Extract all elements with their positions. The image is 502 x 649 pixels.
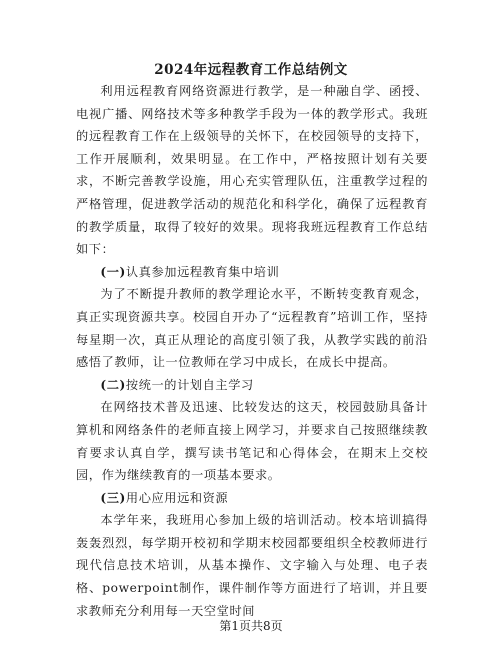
page-footer: 第1页共8页 [219, 619, 283, 633]
section-number-1: (一) [100, 264, 126, 279]
section-heading-1 [76, 261, 428, 284]
page-title: 2024年远程教育工作总结例文 [154, 62, 348, 78]
section-body-2: 在网络技术普及迅速、比较发达的这天，校园鼓励具备计算机和网络条件的老师直接上网学习，并要求自己按照继续教育要求认真自学，撰写读书笔记和心得体会，在期末上交校园，作为继续教育的一项基本要求。 [76, 400, 428, 483]
section-title-1: 认真参加远程教育集中培训 [125, 264, 280, 279]
section-number-2: (二) [100, 377, 126, 392]
section-heading-3 [76, 487, 428, 510]
section-body-1: 为了不断提升教师的教学理论水平，不断转变教育观念，真正实现资源共享。校园自开办了“远程教育”培训工作，坚持每星期一次，真正从理论的高度引领了我，从教学实践的前沿感悟了教师，让一位教师在学习中成长，在成长中提高。 [76, 287, 428, 370]
document-body [76, 80, 428, 622]
section-title-3: 用心应用远和资源 [125, 490, 229, 505]
section-title-2: 按统一的计划自主学习 [125, 377, 254, 392]
section-number-3: (三) [100, 490, 126, 505]
section-heading-2 [76, 374, 428, 397]
intro-paragraph: 利用远程教育网络资源进行教学，是一种融自学、函授、电视广播、网络技术等多种教学手段为一体的教学形式。我班的远程教育工作在上级领导的关怀下，在校园领导的支持下，工作开展顺利，效果明显。在工作中，严格按照计划有关要求，不断完善教学设施，用心充实管理队伍，注重教学过程的严格管理，促进教学活动的规范化和科学化，确保了远程教育的教学质量，取得了较好的效果。现将我班远程教育工作总结如下： [76, 84, 428, 257]
section-body-3: 本学年来，我班用心参加上级的培训活动。校本培训搞得轰轰烈烈，每学期开校初和学期末校园都要组织全校教师进行现代信息技术培训，从基本操作、文字输入与处理、电子表格、powerpoint制作，课件制作等方面进行了培训，并且要求教师充分利用每一天空堂时间 [76, 513, 428, 618]
